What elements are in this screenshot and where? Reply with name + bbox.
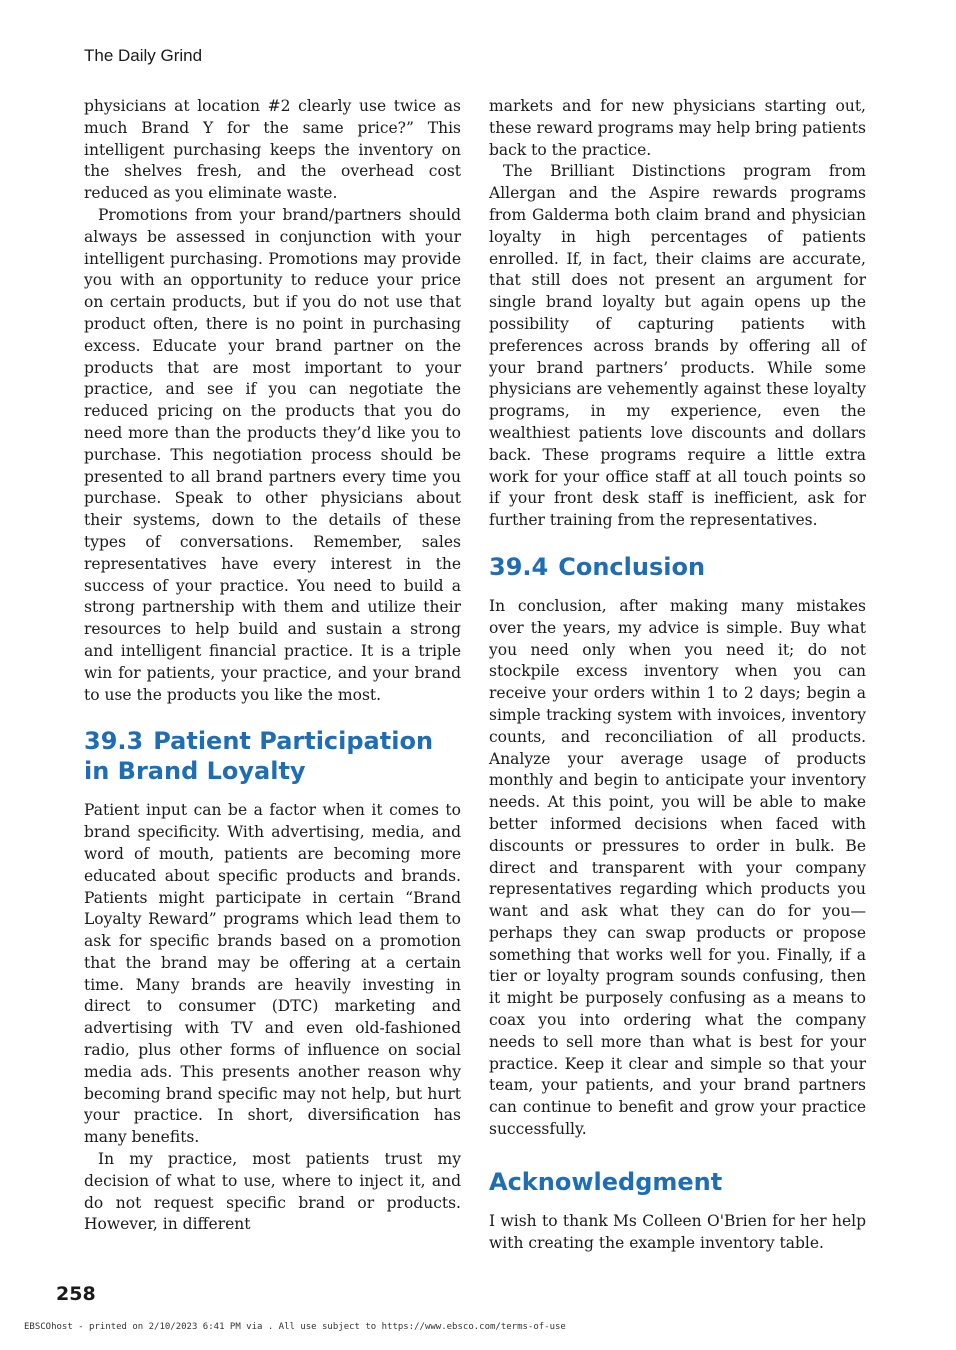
acknowledgment-text: I wish to thank Ms Colleen O'Brien for her help with creating the example inventory table. [489,1211,866,1252]
section-number: 39.4 [489,552,549,581]
page-number: 258 [56,1283,96,1305]
section-heading-39-3 [84,726,461,786]
left-column [84,96,461,1236]
body-paragraph: In my practice, most patients trust my decision of what to use, where to inject it, and do not request specific brand or products. However, in different [84,1150,461,1234]
section-heading-39-4 [489,552,866,582]
body-paragraph: Promotions from your brand/partners should always be assessed in conjunction with your intelligent purchasing. Promotions may provide you with an opportunity to reduce your price on certain products, but if you do not use that product often, there is no point in purchasing excess. Educate your brand partner on the products that are most important to your practice, and see if you can negotiate the reduced pricing on the products that you do need more than the products they’d like you to purchase. This negotiation process should be presented to all brand partners every time you purchase. Speak to other physicians about their systems, down to the details of these types of conversations. Remember, sales representatives have every interest in the success of your practice. You need to build a strong partnership with them and utilize their resources to help build and sustain a strong and intelligent financial practice. It is a triple win for patients, your practice, and your brand to use the products you like the most. [84,205,461,704]
body-paragraph: markets and for new physicians starting out, these reward programs may help bring patients back to the practice. [489,97,866,159]
right-column [489,96,866,1254]
section-title: Patient Participation in Brand Loyalty [84,727,434,786]
body-paragraph: In conclusion, after making many mistakes over the years, my advice is simple. Buy what you need only when you need it; do not stockpile excess inventory when you can receive your orders within 1 to 2 days; begin a simple tracking system with invoices, inventory counts, and reconciliation of all products. Analyze your average usage of products monthly and begin to anticipate your inventory needs. At this point, you will be able to make better informed decisions when faced with discounts or pressures to order in bulk. Be direct and transparent with your company representatives regarding which products you want and ask what they can do for you—perhaps they can swap products or propose something that works well for you. Finally, if a tier or loyalty program sounds confusing, then it might be purposely confusing as a means to coax you into ordering what the company needs to sell more than what is best for your practice. Keep it clear and simple so that your team, your patients, and your brand partners can continue to benefit and grow your practice successfully. [489,596,866,1139]
body-paragraph: Patient input can be a factor when it comes to brand specificity. With advertising, media, and word of mouth, patients are becoming more educated about specific products and brands. Patients might participate in certain “Brand Loyalty Reward” programs which lead them to ask for specific brands based on a promotion that the brand may be offering at a certain time. Many brands are heavily investing in direct to consumer (DTC) marketing and advertising with TV and even old-fashioned radio, plus other forms of influence on social media ads. This presents another reason why becoming brand specific may not help, but hurt your practice. In short, diversification has many benefits. [84,801,461,1147]
body-paragraph: physicians at location #2 clearly use twice as much Brand Y for the same price?” This intelligent purchasing keeps the inventory on the shelves fresh, and the overhead cost reduced as you eliminate waste. [84,97,461,203]
body-paragraph: The Brilliant Distinctions program from Allergan and the Aspire rewards programs from Galderma both claim brand and physician loyalty in high percentages of patients enrolled. If, in fact, their claims are accurate, that still does not present an argument for single brand loyalty but again opens up the possibility of capturing patients with preferences across brands by offering all of your brand partners’ products. While some physicians are vehemently against these loyalty programs, in my experience, even the wealthiest patients love discounts and dollars back. These programs require a little extra work for your office staff at all touch points so if your front desk staff is inefficient, ask for further training from the representatives. [489,162,866,530]
section-number: 39.3 [84,727,144,756]
print-footer-note: EBSCOhost - printed on 2/10/2023 6:41 PM via . All use subject to https://www.ebsco.com/terms-of-use [24,1322,566,1332]
acknowledgment-heading: Acknowledgment [489,1167,723,1196]
running-title: The Daily Grind [84,46,203,65]
section-title: Conclusion [558,552,706,581]
